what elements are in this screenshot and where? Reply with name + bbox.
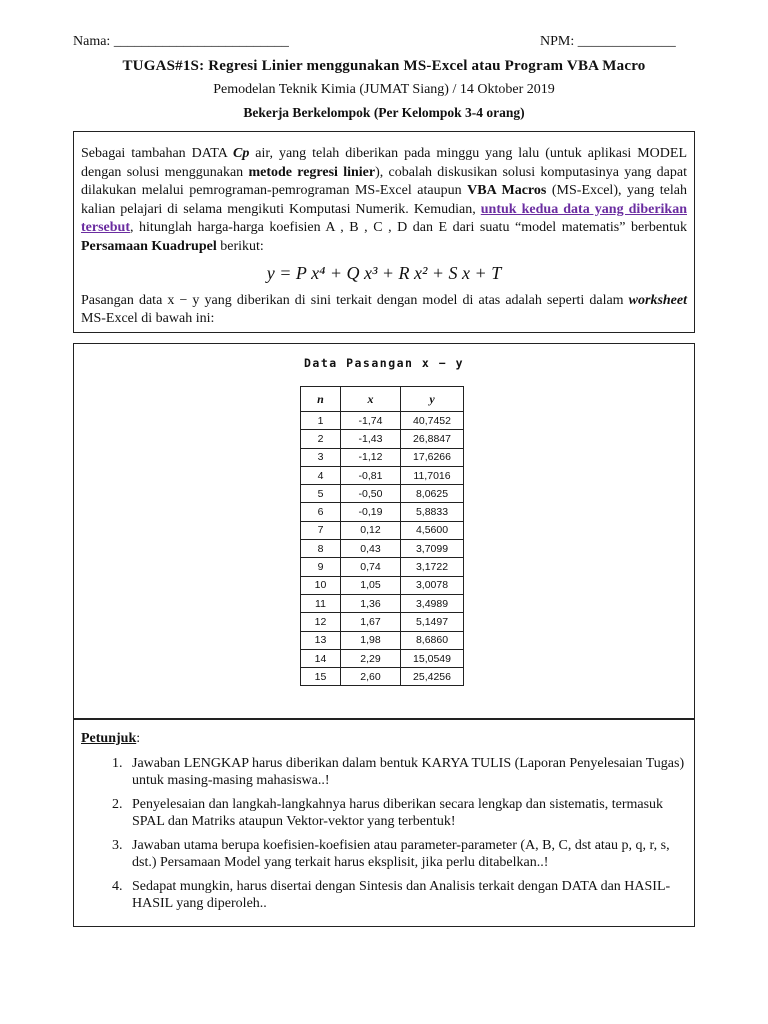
cell-x: 0,74 <box>341 558 401 576</box>
cell-y: 3,7099 <box>401 540 464 558</box>
table-header-row <box>301 387 464 412</box>
nama-field: Nama: _________________________ <box>73 34 289 49</box>
cell-y: 8,0625 <box>401 485 464 503</box>
cell-y: 4,5600 <box>401 521 464 539</box>
cell-x: 1,67 <box>341 613 401 631</box>
hints-label: Petunjuk <box>81 731 137 746</box>
intro-text: MS-Excel di bawah ini: <box>81 311 215 326</box>
cell-n: 1 <box>301 412 341 430</box>
table-row <box>301 631 464 649</box>
table-row <box>301 613 464 631</box>
cell-y: 5,8833 <box>401 503 464 521</box>
cell-x: -0,50 <box>341 485 401 503</box>
cell-n: 5 <box>301 485 341 503</box>
cell-x: 1,98 <box>341 631 401 649</box>
intro-text: air, yang telah diberikan pada minggu yang lalu (untuk aplikasi MODEL dengan solusi menggunakan <box>81 146 687 180</box>
model-equation <box>81 264 687 283</box>
cell-x: -1,43 <box>341 430 401 448</box>
cell-n: 9 <box>301 558 341 576</box>
cell-y: 26,8847 <box>401 430 464 448</box>
intro-text: (MS-Excel), yang telah kalian pelajari di selama mengikuti Komputasi Numerik. Kemudian, <box>81 183 687 217</box>
table-row <box>301 485 464 503</box>
table-row <box>301 594 464 612</box>
cell-n: 12 <box>301 613 341 631</box>
table-row <box>301 668 464 686</box>
data-box <box>73 343 695 719</box>
cell-n: 11 <box>301 594 341 612</box>
cell-x: -0,19 <box>341 503 401 521</box>
table-row <box>301 540 464 558</box>
table-row <box>301 503 464 521</box>
cell-x: 1,05 <box>341 576 401 594</box>
cell-n: 7 <box>301 521 341 539</box>
cell-y: 8,6860 <box>401 631 464 649</box>
header-x: x <box>341 387 401 412</box>
data-table <box>300 386 464 686</box>
cell-y: 3,0078 <box>401 576 464 594</box>
cell-n: 10 <box>301 576 341 594</box>
list-item: 1. Jawaban LENGKAP harus diberikan dalam bentuk KARYA TULIS (Laporan Penyelesaian Tugas) untuk masing-masing mahasiswa..! <box>126 755 687 789</box>
table-row <box>301 521 464 539</box>
table-row <box>301 649 464 667</box>
npm-field: NPM: ______________ <box>540 34 676 49</box>
intro-text: berikut: <box>216 238 264 254</box>
table-row <box>301 430 464 448</box>
cell-y: 5,1497 <box>401 613 464 631</box>
intro-paragraph-2 <box>81 292 687 329</box>
cell-y: 40,7452 <box>401 412 464 430</box>
list-item: 3. Jawaban utama berupa koefisien-koefisien atau parameter-parameter (A, B, C, dst atau p, q, r, s, dst.) Persamaan Model yang terkait harus eksplisit, jika perlu ditabelkan..! <box>126 837 687 871</box>
cell-y: 3,1722 <box>401 558 464 576</box>
cell-x: -1,74 <box>341 412 401 430</box>
worksheet-term: worksheet <box>628 292 687 308</box>
table-row <box>301 448 464 466</box>
table-row <box>301 412 464 430</box>
equation-text: y = P x⁴ + Q x³ + R x² + S x + T <box>266 263 502 283</box>
cell-n: 3 <box>301 448 341 466</box>
cell-n: 14 <box>301 649 341 667</box>
cell-x: -1,12 <box>341 448 401 466</box>
data-link[interactable]: untuk kedua data yang diberikan tersebut <box>81 201 687 235</box>
list-item: 4. Sedapat mungkin, harus disertai dengan Sintesis dan Analisis terkait dengan DATA dan HASIL-HASIL yang diperoleh.. <box>126 878 687 912</box>
table-row <box>301 558 464 576</box>
group-note: Bekerja Berkelompok (Per Kelompok 3-4 orang) <box>243 105 525 120</box>
cell-n: 13 <box>301 631 341 649</box>
cell-n: 15 <box>301 668 341 686</box>
method-term: metode regresi linier <box>248 164 376 180</box>
header-n: n <box>301 387 341 412</box>
header-y: y <box>401 387 464 412</box>
table-title: Data Pasangan x − y <box>303 356 465 370</box>
cell-x: -0,81 <box>341 466 401 484</box>
intro-text: , hitunglah harga-harga koefisien A , B , C , D dan E dari suatu “model matematis” berbentuk <box>130 220 687 235</box>
vba-term: VBA Macros <box>467 183 547 198</box>
hints-box: Petunjuk: 1. Jawaban LENGKAP harus diberikan dalam bentuk KARYA TULIS (Laporan Penyelesaian Tugas) untuk masing-masing mahasiswa..! 2. Penyelesaian dan langkah-langkahnya harus diberikan secara lengkap dan sistematis, termasuk SPAL dan Matriks ataupun Vektor-vektor yang terbentuk! 3. Jawaban utama berupa koefisien-koefisien atau parameter-parameter (A, B, C, dst atau p, q, r, s, dst.) Persamaan Model yang terkait harus eksplisit, jika perlu ditabelkan..! 4. Sedapat mungkin, harus disertai dengan Sintesis dan Analisis terkait dengan DATA dan HASIL-HASIL yang diperoleh.. <box>73 719 695 927</box>
cell-n: 2 <box>301 430 341 448</box>
cp-term: Cp <box>233 146 250 161</box>
intro-text: Pasangan data x − y yang diberikan di sini terkait dengan model di atas adalah seperti dalam <box>81 292 629 308</box>
intro-text: Sebagai tambahan DATA <box>81 146 234 161</box>
intro-box <box>73 131 695 333</box>
cell-x: 0,43 <box>341 540 401 558</box>
intro-text: ), cobalah diskusikan solusi komputasinya yang dapat dilakukan melalui pemrograman-pemrograman MS-Excel ataupun <box>81 164 687 198</box>
cell-x: 2,60 <box>341 668 401 686</box>
cell-x: 2,29 <box>341 649 401 667</box>
cell-n: 8 <box>301 540 341 558</box>
cell-y: 11,7016 <box>401 466 464 484</box>
list-item: 2. Penyelesaian dan langkah-langkahnya harus diberikan secara lengkap dan sistematis, termasuk SPAL dan Matriks ataupun Vektor-vektor yang terbentuk! <box>126 796 687 830</box>
cell-y: 17,6266 <box>401 448 464 466</box>
cell-n: 6 <box>301 503 341 521</box>
cell-y: 3,4989 <box>401 594 464 612</box>
cell-n: 4 <box>301 466 341 484</box>
document-subtitle: Pemodelan Teknik Kimia (JUMAT Siang) / 14 Oktober 2019 <box>213 82 555 97</box>
cell-x: 1,36 <box>341 594 401 612</box>
cell-y: 25,4256 <box>401 668 464 686</box>
cell-y: 15,0549 <box>401 649 464 667</box>
table-row <box>301 466 464 484</box>
hints-list <box>81 755 687 912</box>
intro-paragraph-1 <box>81 145 687 256</box>
table-row <box>301 576 464 594</box>
model-term: Persamaan Kuadrupel <box>81 238 217 254</box>
document-title: TUGAS#1S: Regresi Linier menggunakan MS-Excel atau Program VBA Macro <box>122 58 646 74</box>
cell-x: 0,12 <box>341 521 401 539</box>
